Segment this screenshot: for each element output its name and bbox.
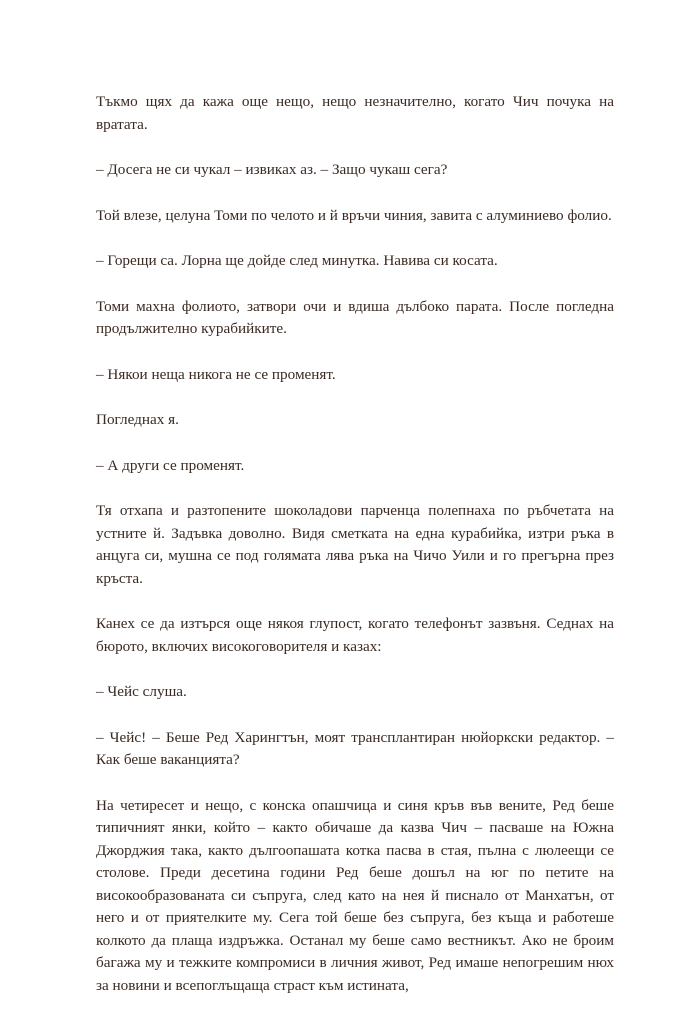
paragraph: Погледнах я. [96, 411, 179, 428]
paragraph: Тъкмо щях да кажа още нещо, нещо незначително, когато Чич почука на вратата. [96, 93, 614, 133]
paragraph: Тя отхапа и разтопените шоколадови парченца полепнаха по ръбчетата на устните й. Задъвка доволно. Видя сметката на една курабийка, изтри ръка в анцуга си, мушна се под голямата лява ръка на Чичо Уили и го прегърна през кръста. [96, 502, 614, 587]
paragraph: – Горещи са. Лорна ще дойде след минутка. Навива си косата. [96, 252, 498, 269]
paragraph: Той влезе, целуна Томи по челото и й връчи чиния, завита с алуминиево фолио. [96, 206, 612, 224]
paragraph: – Чейс слуша. [96, 683, 187, 700]
paragraph: Томи махна фолиото, затвори очи и вдиша дълбоко парата. После погледна продължително курабийките. [96, 297, 614, 337]
paragraph: – А други се променят. [96, 456, 245, 474]
paragraph: Канех се да изтърся още някоя глупост, когато телефонът зазвъня. Седнах на бюрото, включих високоговорителя и казах: [96, 615, 614, 655]
paragraph: – Някои неща никога не се променят. [96, 365, 336, 383]
body-text [96, 91, 614, 1020]
paragraph: – Чейс! – Беше Ред Харингтън, моят трансплантиран нюйоркски редактор. – Как беше ваканцията? [96, 728, 614, 768]
paragraph: На четиресет и нещо, с конска опашчица и синя кръв във вените, Ред беше типичният янки, който – както обичаше да казва Чич – пасваше на Южна Джорджия така, както дългоопашата котка пасва в стая, пълна с люлеещи се столове. Преди десетина години Ред беше дошъл на юг по петите на високообразованата си съпруга, след като на нея й писнало от Манхатън, от него и от приятелките му. Сега той беше без съпруга, без къща и работеше колкото да плаща издръжка. Останал му беше само вестникът. Ако не броим багажа му и тежките компромиси в личния живот, Ред имаше непогрешим нюх за новини и всепоглъщаща страст към истината, [96, 796, 614, 994]
paragraph: – Досега не си чукал – извиках аз. – Защо чукаш сега? [96, 161, 448, 178]
